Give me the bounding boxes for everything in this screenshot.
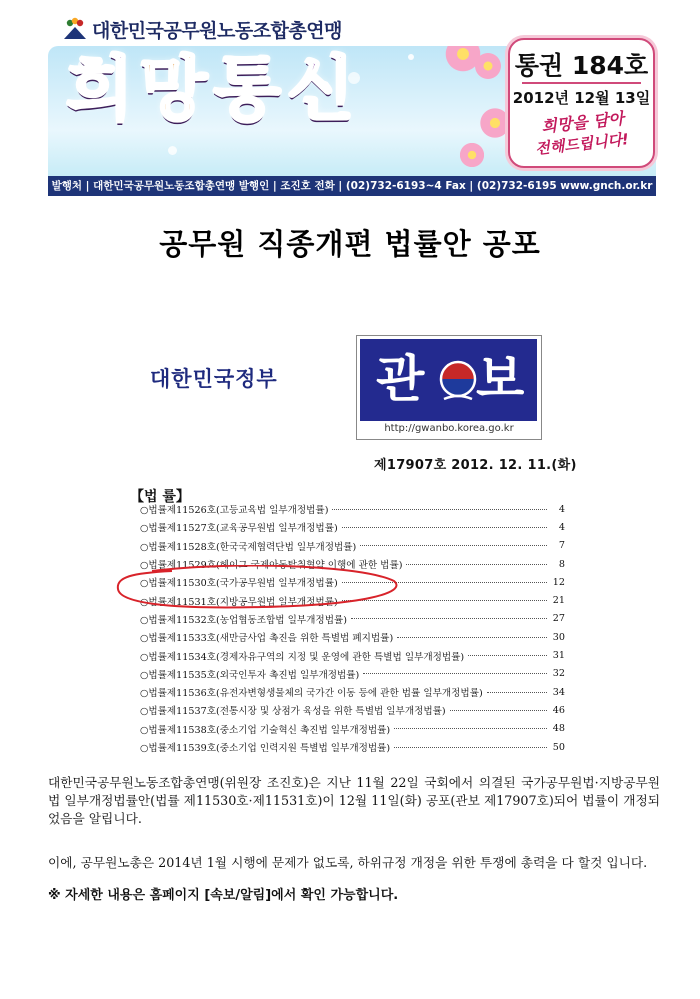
law-list-item: [140, 500, 565, 518]
publisher-info-bar: 발행처 | 대한민국공무원노동조합총연맹 발행인 | 조진호 전화 | (02)732-6193~4 Fax | (02)732-6195 www.gnch.or.kr: [48, 176, 656, 196]
laws-section-heading: 【법 률】: [130, 489, 190, 505]
law-page-number: 21: [552, 595, 565, 607]
highlight-circle-annotation: [112, 565, 402, 610]
law-list-item: [140, 683, 565, 701]
slogan-line: 전해드립니다!: [534, 130, 630, 158]
law-title: ○법률제11533호(새만금사업 촉진을 위한 특별법 폐지법률): [140, 633, 394, 645]
law-title: ○법률제11536호(유전자변형생물체의 국가간 이동 등에 관한 법률 일부개정법률): [140, 688, 483, 700]
law-list-item: [140, 628, 565, 646]
slogan-line: 희망을 담아: [540, 108, 625, 137]
law-list-item: [140, 610, 565, 628]
masthead-char: 신: [286, 48, 361, 130]
gazette-logo-char: 관: [376, 350, 425, 408]
issue-info-box: [508, 38, 655, 168]
gazette-logo: [356, 335, 542, 440]
law-page-number: 48: [552, 723, 565, 735]
masthead-char: 통: [213, 48, 287, 130]
dot-leader: [397, 637, 547, 638]
law-page-number: 32: [552, 668, 565, 680]
law-page-number: 30: [552, 631, 565, 643]
law-list-item: [140, 738, 565, 756]
law-page-number: 12: [552, 576, 565, 588]
gazette-logo-panel: [360, 339, 537, 421]
dot-leader: [406, 564, 547, 565]
law-title: ○법률제11539호(중소기업 인력지원 특별법 일부개정법률): [140, 743, 391, 754]
issue-date: 2012년 12월 13일: [512, 89, 651, 107]
law-title: ○법률제11527호(교육공무원법 일부개정법률): [140, 523, 338, 535]
law-title: ○법률제11535호(외국인투자 촉진법 일부개정법률): [140, 669, 360, 681]
law-page-number: 34: [552, 686, 565, 698]
law-page-number: 8: [558, 558, 565, 570]
flower-decoration: [478, 106, 512, 140]
law-page-number: 4: [558, 521, 565, 533]
law-page-number: 4: [558, 503, 565, 515]
dot-leader: [363, 673, 547, 674]
dot-leader: [487, 692, 547, 693]
law-list-item: [140, 665, 565, 683]
dot-leader: [394, 728, 547, 729]
law-title: ○법률제11534호(경제자유구역의 지정 및 운영에 관한 특별법 일부개정법률): [140, 651, 465, 663]
law-page-number: 31: [552, 650, 565, 662]
headline: 공무원 직종개편 법률안 공포: [159, 227, 541, 261]
law-page-number: 7: [558, 540, 565, 552]
law-title: ○법률제11532호(농업협동조합법 일부개정법률): [140, 614, 347, 626]
newsletter-banner: [48, 10, 656, 195]
law-page-number: 46: [552, 704, 565, 716]
union-logo-icon: [62, 15, 88, 41]
divider: [522, 82, 641, 84]
flower-decoration: [458, 141, 486, 169]
law-title: ○법률제11537호(전통시장 및 상점가 육성을 위한 특별법 일부개정법률): [140, 706, 446, 718]
dot-leader: [450, 710, 547, 711]
law-title: ○법률제11528호(한국국제협력단법 일부개정법률): [140, 541, 357, 553]
law-list-item: [140, 701, 565, 719]
law-page-number: 50: [552, 741, 565, 753]
law-list-item: [140, 537, 565, 555]
law-title: ○법률제11530호(국가공무원법 일부개정법률): [140, 578, 338, 590]
flower-decoration: [473, 51, 503, 81]
dot-leader: [332, 509, 547, 510]
government-name: 대한민국정부: [150, 367, 278, 391]
law-title: ○법률제11526호(고등교육법 일부개정법률): [140, 505, 329, 517]
gazette-issue-line: 제17907호 2012. 12. 11.(화): [374, 458, 577, 473]
gazette-url: http://gwanbo.korea.go.kr: [384, 423, 514, 434]
law-page-number: 27: [552, 613, 565, 625]
dot-leader: [351, 618, 547, 619]
law-title: ○법률제11538호(중소기업 기술혁신 촉진법 일부개정법률): [140, 724, 391, 736]
org-name: 대한민국공무원노동조합총연맹: [92, 20, 342, 42]
masthead-char: 희: [66, 48, 140, 130]
body-paragraph: 이에, 공무원노총은 2014년 1월 시행에 문제가 없도록, 하위규정 개정을 위한 투쟁에 총력을 다 할것 입니다.: [48, 855, 648, 870]
law-title: ○법률제11529호(헤이그 국제아동탈취협약 이행에 관한 법률): [140, 560, 403, 572]
dot-leader: [394, 747, 547, 748]
gazette-logo-char: 보: [476, 350, 525, 408]
law-list-item: [140, 518, 565, 536]
law-list: [140, 500, 565, 756]
dot-leader: [360, 545, 547, 546]
government-emblem-icon: [438, 355, 478, 405]
dot-leader: [342, 527, 547, 528]
law-list-item: [140, 646, 565, 664]
body-paragraph: 대한민국공무원노동조합총연맹(위원장 조진호)은 지난 11월 22일 국회에서 의결된 국가공무원법·지방공무원법 일부개정법률안(법률 제11530호·제11531호)이 12월 11일(화) 공포(관보 제17907호)되어 법률이 개정되었음을 알립니다.: [48, 775, 660, 826]
law-title: ○법률제11531호(지방공무원법 일부개정법률): [140, 596, 338, 608]
masthead-char: 망: [139, 48, 214, 130]
homepage-notice: ※ 자세한 내용은 홈페이지 [속보/알림]에서 확인 가능합니다.: [48, 888, 399, 903]
masthead-title: [66, 48, 361, 130]
law-list-item: [140, 720, 565, 738]
issue-number: 통권 184호: [514, 51, 649, 80]
dot-leader: [468, 655, 547, 656]
